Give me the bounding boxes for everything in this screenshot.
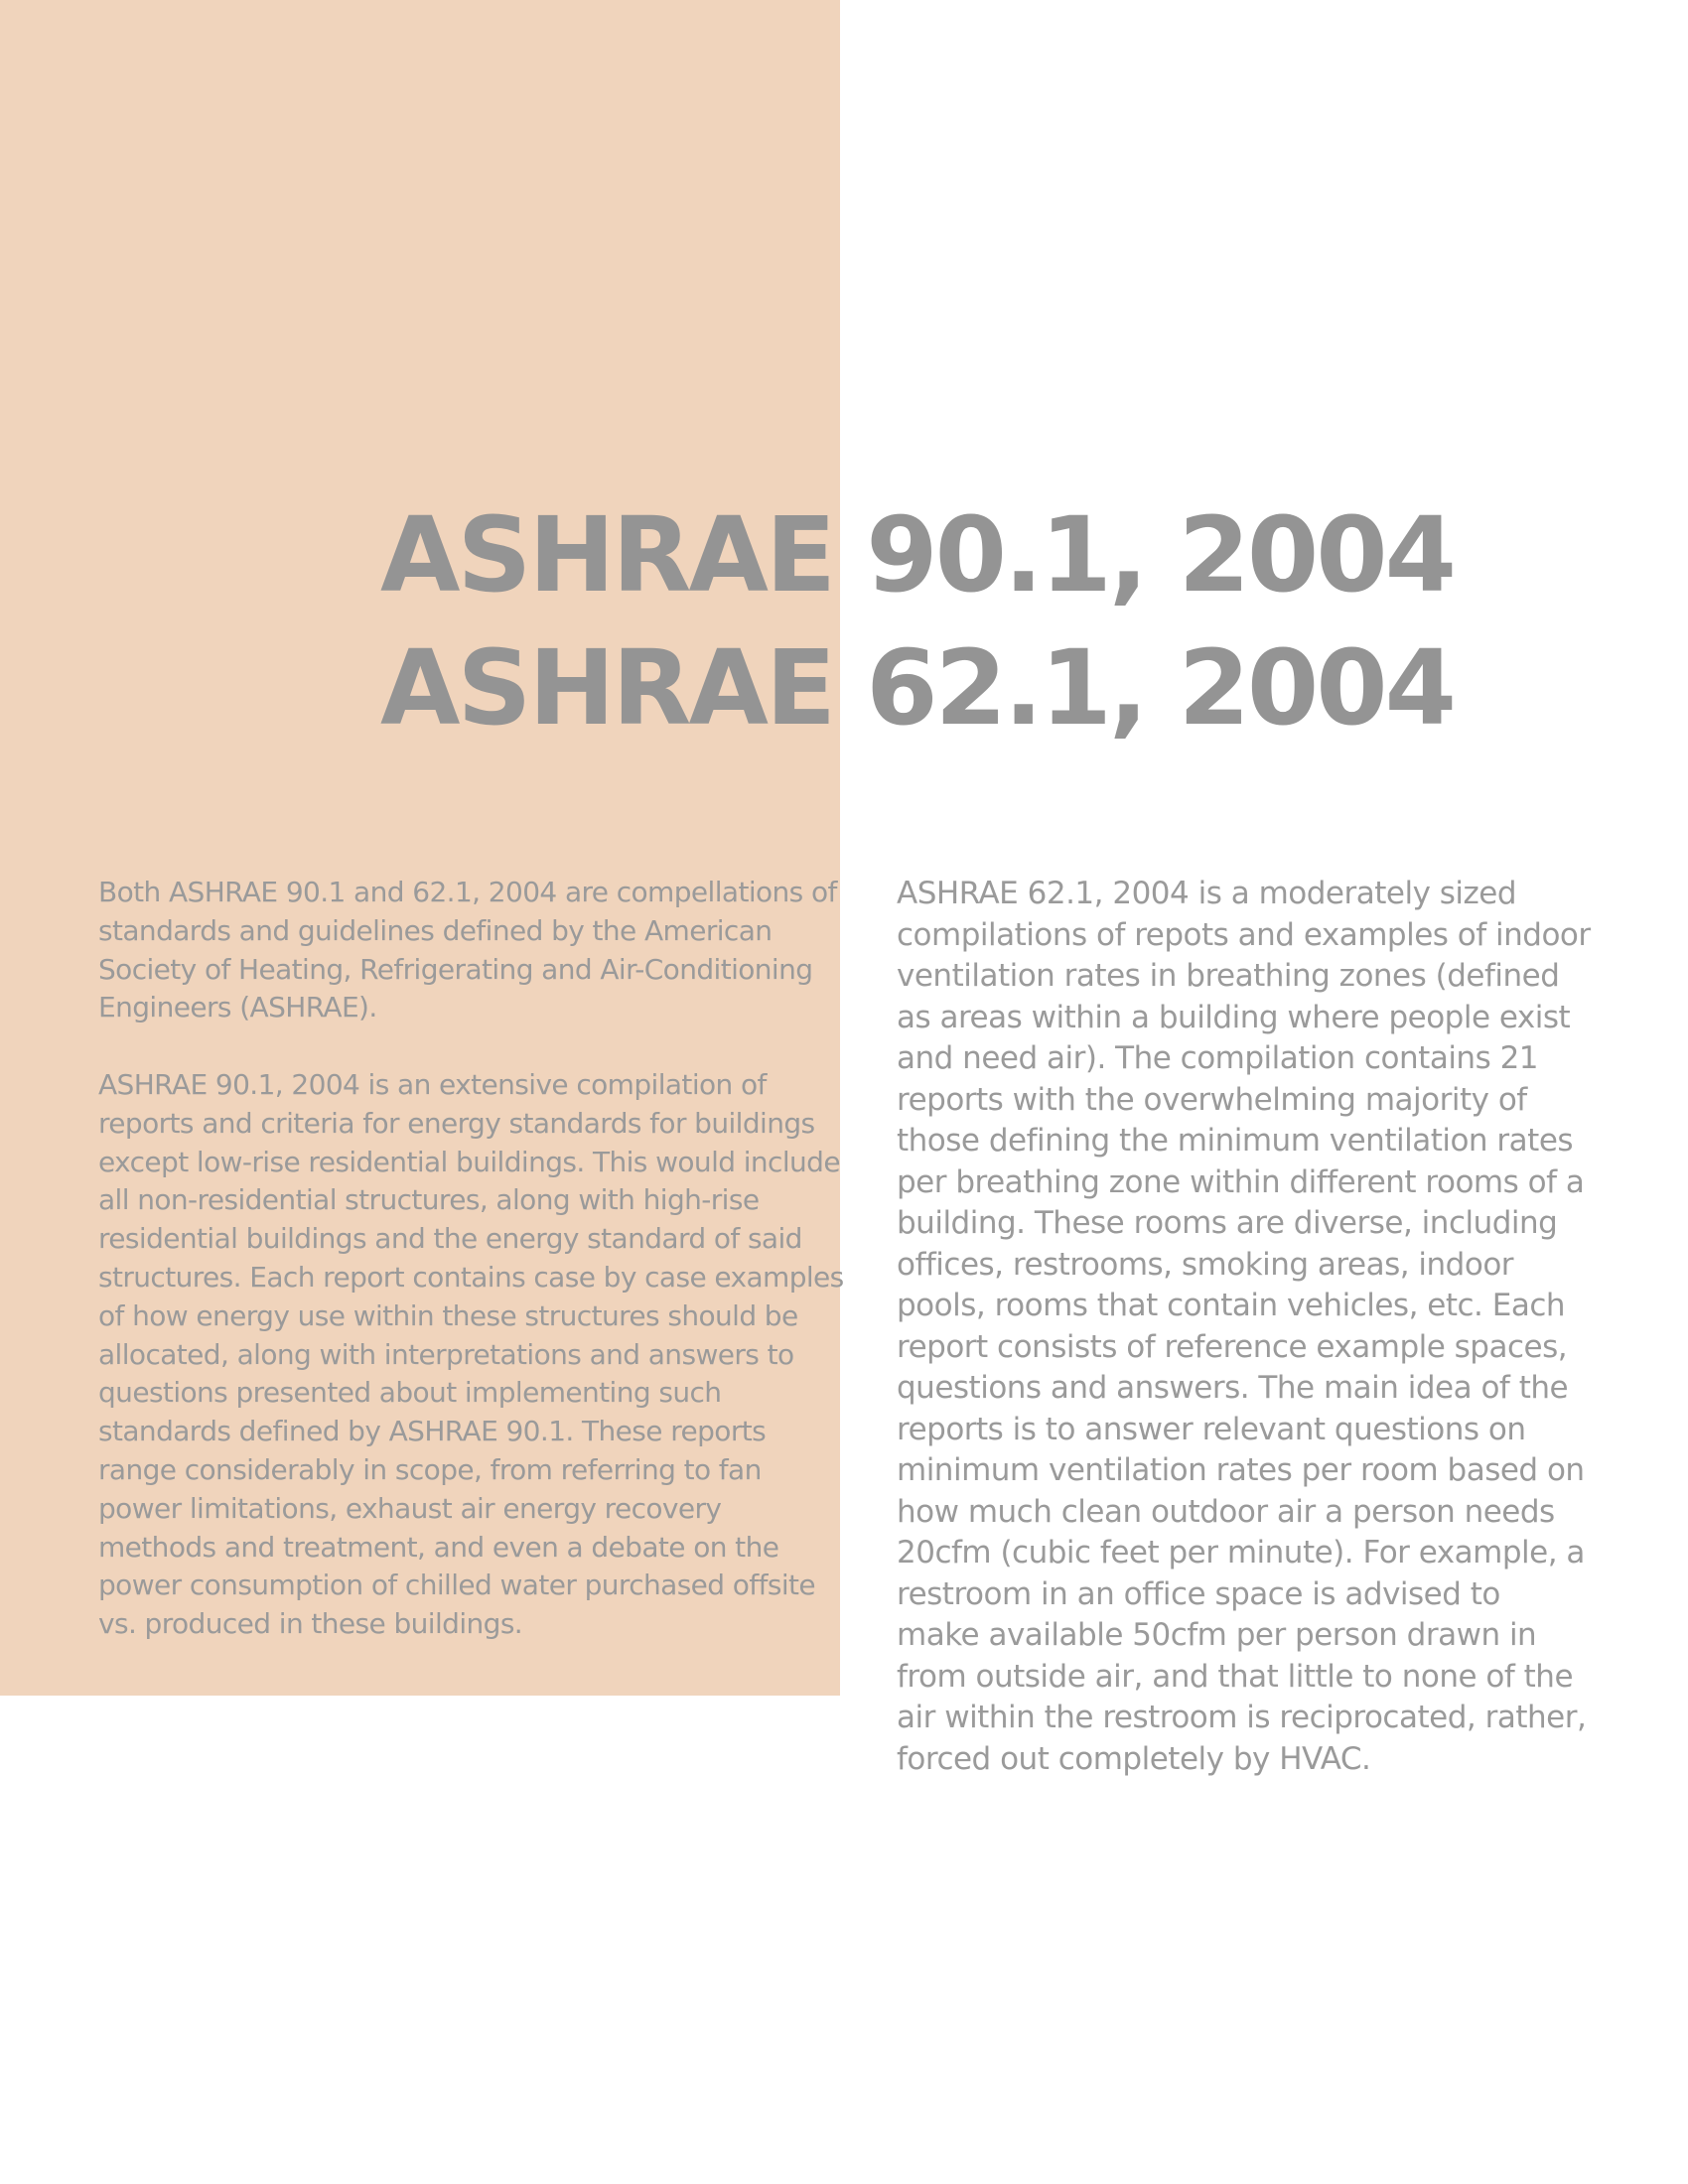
left-text-column [98,874,845,1644]
right-paragraph-ashrae-62-1: ASHRAE 62.1, 2004 is a moderately sized compilations of repots and examples of indoor ventilation rates in breathing zones (defined as areas within a building where people exist and need air). The compilation contains 21 reports with the overwhelming majority of those defining the minimum ventilation rates per breathing zone within different rooms of a building. These rooms are diverse, including offices, restrooms, smoking areas, indoor pools, rooms that contain vehicles, etc. Each report consists of reference example spaces, questions and answers. The main idea of the reports is to answer relevant questions on minimum ventilation rates per room based on how much clean outdoor air a person needs 20cfm (cubic feet per minute). For example, a restroom in an office space is advised to make available 50cfm per person drawn in from outside air, and that little to none of the air within the restroom is reciprocated, rather, forced out completely by HVAC. [897,876,1591,1777]
left-paragraph-intro: Both ASHRAE 90.1 and 62.1, 2004 are compellations of standards and guidelines defined by the American Society of Heating, Refrigerating and Air-Conditioning Engineers (ASHRAE). [98,876,837,1024]
page-title [380,488,1454,754]
left-paragraph-ashrae-90-1: ASHRAE 90.1, 2004 is an extensive compilation of reports and criteria for energy standards for buildings except low-rise residential buildings. This would include all non-residential structures, along with high-rise residential buildings and the energy standard of said structures. Each report contains case by case examples of how energy use within these structures should be allocated, along with interpretations and answers to questions presented about implementing such standards defined by ASHRAE 90.1. These reports range considerably in scope, from referring to fan power limitations, exhaust air energy recovery methods and treatment, and even a debate on the power consumption of chilled water purchased offsite vs. produced in these buildings. [98,1067,844,1641]
right-text-column [897,874,1592,1780]
title-line-1: ASHRAE 90.1, 2004 [380,494,1455,615]
title-line-2: ASHRAE 62.1, 2004 [380,627,1455,749]
